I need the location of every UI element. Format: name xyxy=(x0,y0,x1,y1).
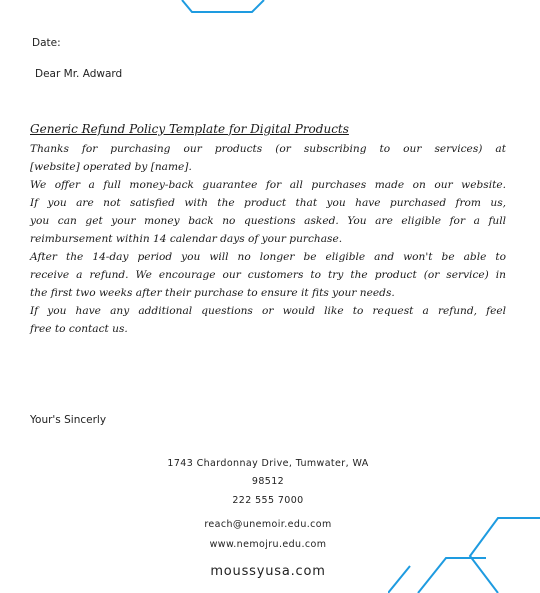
body-line: reimbursement within 14 calendar days of your purchase. xyxy=(30,233,343,245)
letter-title: Generic Refund Policy Template for Digital Products xyxy=(30,122,349,136)
body-line: the first two weeks after their purchase to ensure it fits your needs. xyxy=(30,287,395,299)
date-label: Date: xyxy=(32,37,61,49)
body-line: receive a refund. We encourage our customers to try the product (or service) in xyxy=(30,269,506,281)
address-zip: 98512 xyxy=(251,476,285,487)
body-line: free to contact us. xyxy=(30,323,128,335)
letter-body xyxy=(30,140,506,338)
body-line: After the 14-day period you will no longer be eligible and won't be able to xyxy=(30,251,506,263)
body-line: [website] operated by [name]. xyxy=(30,161,192,173)
phone-number: 222 555 7000 xyxy=(232,495,304,506)
body-line: Thanks for purchasing our products (or subscribing to our services) at xyxy=(30,143,506,155)
closing-signoff: Your's Sincerly xyxy=(30,414,107,426)
body-line: We offer a full money-back guarantee for all purchases made on our website. xyxy=(30,179,506,191)
brand-footer[interactable]: moussyusa.com xyxy=(210,564,326,579)
email-address[interactable]: reach@unemoir.edu.com xyxy=(204,519,332,530)
website-url[interactable]: www.nemojru.edu.com xyxy=(209,539,327,550)
body-line: If you are not satisfied with the product that you have purchased from us, xyxy=(30,197,506,209)
bottom-right-hexagon-decoration xyxy=(388,508,540,593)
body-line: you can get your money back no questions asked. You are eligible for a full xyxy=(30,215,506,227)
greeting: Dear Mr. Adward xyxy=(35,68,123,80)
top-hexagon-decoration xyxy=(180,0,270,16)
body-line: If you have any additional questions or would like to request a refund, feel xyxy=(30,305,506,317)
address-line-1: 1743 Chardonnay Drive, Tumwater, WA xyxy=(167,458,369,469)
